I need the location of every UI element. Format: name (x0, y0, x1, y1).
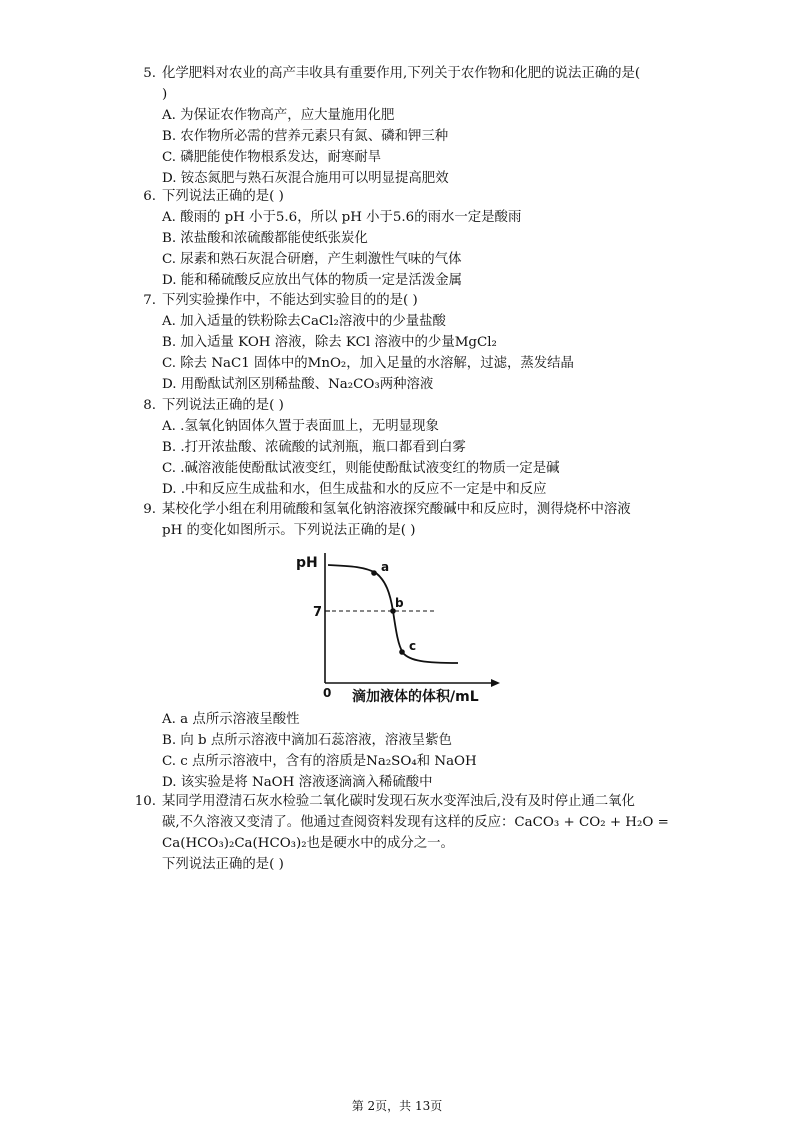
question-number: 7. (143, 293, 156, 308)
question-number: 8. (143, 398, 156, 413)
option-b: B. 农作物所必需的营养元素只有氮、磷和钾三种 (162, 129, 449, 144)
option-d: D. .中和反应生成盐和水，但生成盐和水的反应不一定是中和反应 (162, 482, 547, 497)
question-number: 5. (143, 66, 156, 81)
question-number: 10. (134, 794, 156, 809)
question-stem: 化学肥料对农业的高产丰收具有重要作用,下列关于农作物和化肥的说法正确的是( (162, 66, 641, 81)
question-number: 6. (143, 189, 156, 204)
option-b: B. 加入适量 KOH 溶液，除去 KCl 溶液中的少量MgCl₂ (162, 335, 497, 350)
x-axis-label: 滴加液体的体积/mL (352, 689, 479, 705)
question-stem: 某同学用澄清石灰水检验二氧化碳时发现石灰水变浑浊后,没有及时停止通二氧化 (162, 794, 635, 809)
point-a (371, 570, 377, 576)
option-d: D. 该实验是将 NaOH 溶液逐滴滴入稀硫酸中 (162, 775, 433, 790)
question-stem: 下列说法正确的是( ) (162, 398, 284, 413)
question-stem: 碳,不久溶液又变清了。他通过查阅资料发现有这样的反应：CaCO₃ + CO₂ + H₂O = (162, 815, 669, 830)
question-stem: pH 的变化如图所示。下列说法正确的是( ) (162, 523, 416, 538)
option-d: D. 能和稀硫酸反应放出气体的物质一定是活泼金属 (162, 273, 462, 288)
option-c: C. 磷肥能使作物根系发达，耐寒耐旱 (162, 150, 382, 165)
y-tick-label: 7 (313, 605, 323, 620)
origin-label: 0 (323, 686, 332, 700)
point-b-label: b (395, 596, 404, 610)
option-c: C. .碱溶液能使酚酞试液变红，则能使酚酞试液变红的物质一定是碱 (162, 461, 560, 476)
option-a: A. 为保证农作物高产，应大量施用化肥 (162, 108, 395, 123)
question-stem: 下列说法正确的是( ) (162, 189, 284, 204)
option-a: A. a 点所示溶液呈酸性 (162, 712, 300, 727)
option-a: A. 酸雨的 pH 小于5.6，所以 pH 小于5.6的雨水一定是酸雨 (162, 210, 522, 225)
option-c: C. c 点所示溶液中，含有的溶质是Na₂SO₄和 NaOH (162, 754, 477, 769)
ph-titration-figure (290, 545, 510, 710)
option-b: B. 浓盐酸和浓硫酸都能使纸张炭化 (162, 231, 368, 246)
question-number: 9. (143, 502, 156, 517)
option-a: A. 加入适量的铁粉除去CaCl₂溶液中的少量盐酸 (162, 314, 446, 329)
point-c-label: c (409, 639, 417, 653)
y-axis-label: pH (296, 555, 318, 571)
question-stem: 下列实验操作中，不能达到实验目的的是( ) (162, 293, 418, 308)
question-stem: 某校化学小组在利用硫酸和氢氧化钠溶液探究酸碱中和反应时，测得烧杯中溶液 (162, 502, 631, 517)
option-b: B. 向 b 点所示溶液中滴加石蕊溶液，溶液呈紫色 (162, 733, 452, 748)
option-a: A. .氢氧化钠固体久置于表面皿上，无明显现象 (162, 419, 439, 434)
option-d: D. 用酚酞试剂区别稀盐酸、Na₂CO₃两种溶液 (162, 377, 434, 392)
page-footer: 第 2页，共 13页 (351, 1099, 443, 1113)
ph-curve (328, 565, 458, 663)
option-c: C. 尿素和熟石灰混合研磨，产生刺激性气味的气体 (162, 252, 462, 267)
point-a-label: a (381, 560, 390, 574)
option-c: C. 除去 NaC1 固体中的MnO₂，加入足量的水溶解，过滤，蒸发结晶 (162, 356, 574, 371)
option-b: B. .打开浓盐酸、浓硫酸的试剂瓶，瓶口都看到白雾 (162, 440, 466, 455)
option-d: D. 铵态氮肥与熟石灰混合施用可以明显提高肥效 (162, 171, 449, 186)
question-stem: Ca(HCO₃)₂Ca(HCO₃)₂也是硬水中的成分之一。 (162, 836, 454, 851)
question-stem: 下列说法正确的是( ) (162, 857, 284, 872)
x-axis-arrow-icon (491, 679, 500, 687)
question-stem: ) (162, 87, 168, 102)
point-c (399, 649, 405, 655)
